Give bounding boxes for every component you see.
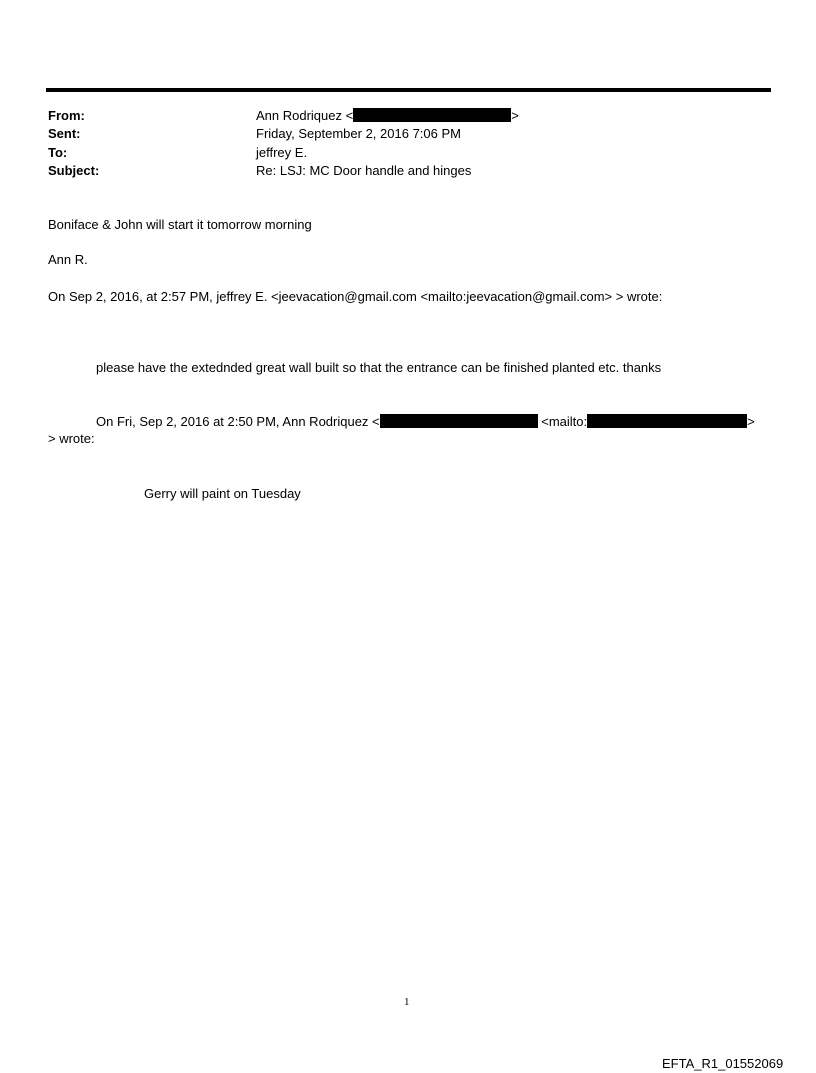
quote-2-mailto: <mailto: xyxy=(537,414,588,429)
quote-2-intro-start: On Fri, Sep 2, 2016 at 2:50 PM, Ann Rodriquez < xyxy=(96,414,380,429)
quote-2-intro-wrap: > wrote: xyxy=(48,431,95,446)
to-label: To: xyxy=(48,145,68,160)
sent-value: Friday, September 2, 2016 7:06 PM xyxy=(256,126,461,141)
quote-1-text: please have the extednded great wall built so that the entrance can be finished planted etc. thanks xyxy=(96,360,662,375)
subject-value: Re: LSJ: MC Door handle and hinges xyxy=(256,163,472,178)
to-value: jeffrey E. xyxy=(256,145,308,160)
signature: Ann R. xyxy=(48,252,88,267)
document-id: EFTA_R1_01552069 xyxy=(662,1056,784,1071)
quote-1-intro: On Sep 2, 2016, at 2:57 PM, jeffrey E. <jeevacation@gmail.com <mailto:jeevacation@gmail.com> > wrote: xyxy=(48,289,663,304)
from-name: Ann Rodriquez < xyxy=(256,108,354,123)
header-divider xyxy=(46,88,771,92)
from-label: From: xyxy=(48,108,85,123)
page-number: 1 xyxy=(404,996,410,1008)
sent-label: Sent: xyxy=(48,126,81,141)
from-bracket-close: > xyxy=(511,108,519,123)
subject-label: Subject: xyxy=(48,163,100,178)
quote-2-bracket-close: > xyxy=(747,414,755,429)
redaction-block xyxy=(587,414,747,428)
quote-2-text: Gerry will paint on Tuesday xyxy=(144,486,301,501)
redaction-block xyxy=(353,108,511,122)
redaction-block xyxy=(380,414,538,428)
body-line-1: Boniface & John will start it tomorrow morning xyxy=(48,217,312,232)
quote-2-intro xyxy=(96,414,755,430)
from-value xyxy=(256,108,519,124)
